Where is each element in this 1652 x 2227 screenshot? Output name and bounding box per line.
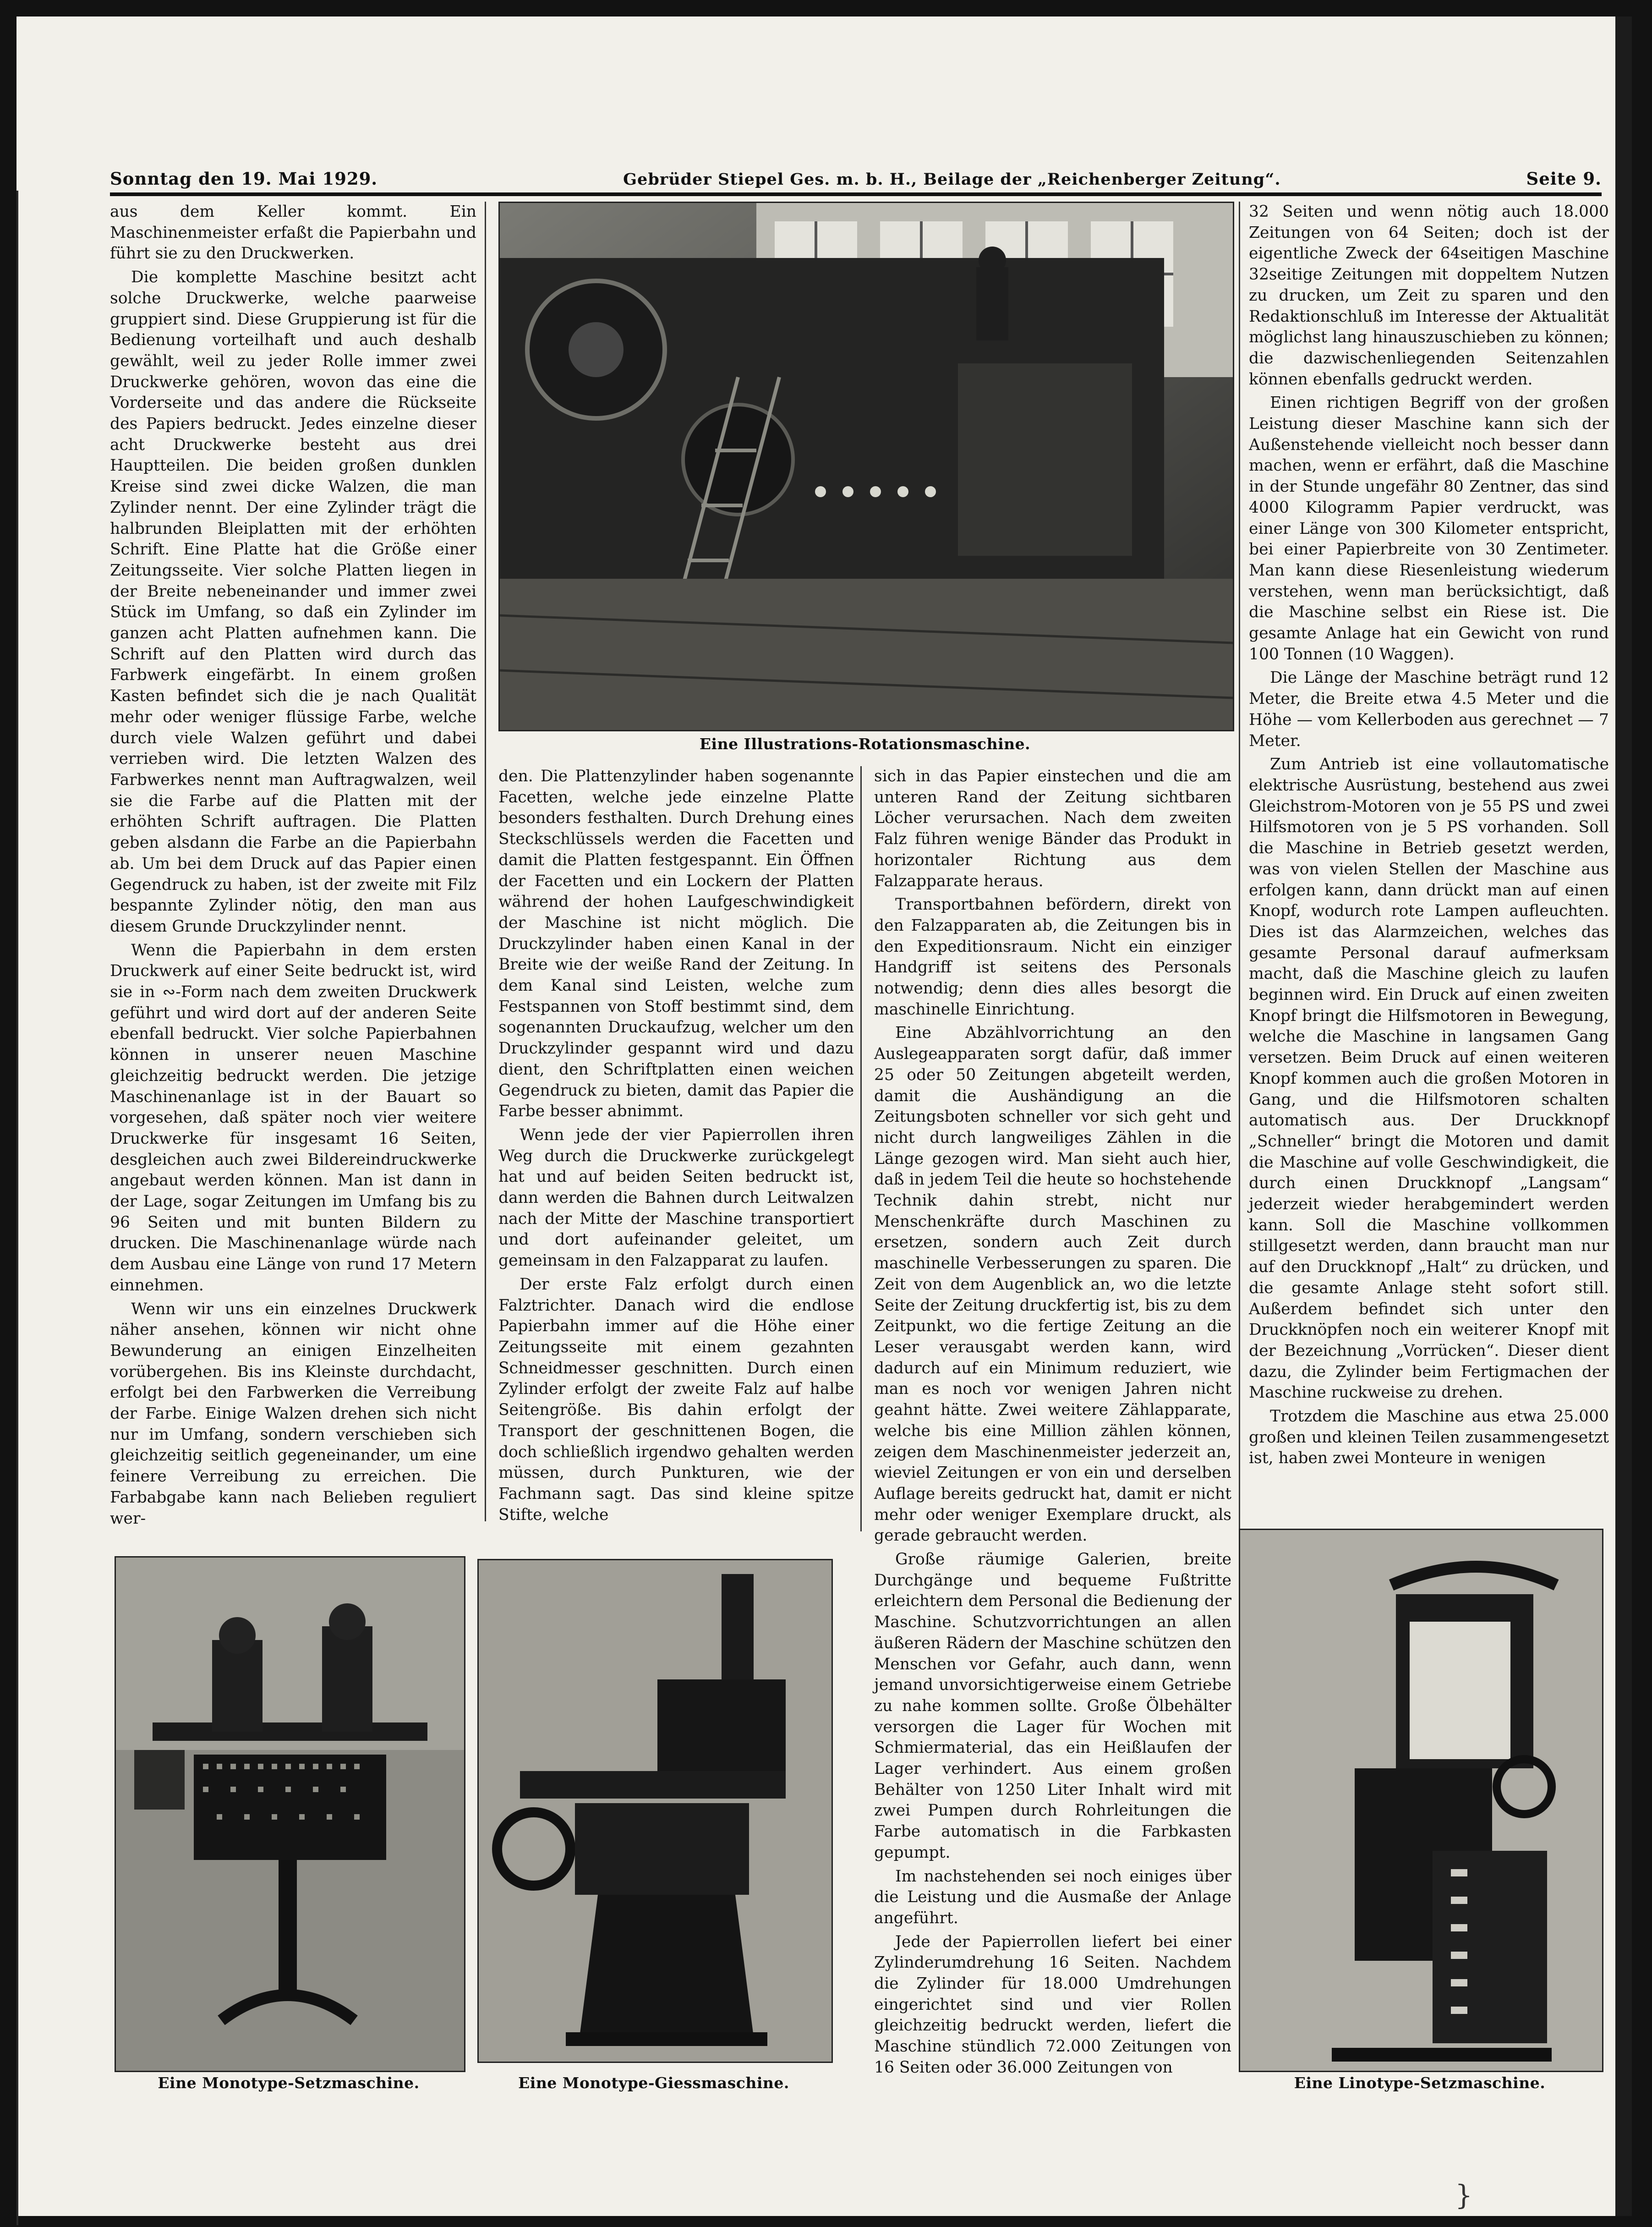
column-2 (498, 766, 854, 1525)
monotype-setting-illustration (116, 1558, 464, 2071)
paragraph: Eine Abzählvorrichtung an den Auslegeapparaten sorgt dafür, daß immer 25 oder 50 Zeitungen abgeteilt werden, damit die Aushändigung an die Zeitungsboten schneller vor sich geht und nicht durch langweiliges Zählen in die Länge gezogen wird. Man sieht auch hier, daß in jedem Teil die heute so hochstehende Technik dahin strebt, nicht nur Menschenkräfte durch Maschinen zu ersetzen, sondern auch Zeit durch maschinelle Verbesserungen zu sparen. Die Zeit von dem Augenblick an, wo die letzte Seite der Zeitung druckfertig ist, bis zu dem Zeitpunkt, wo die fertige Zeitung an die Leser verausgabt werden kann, wird dadurch auf ein Minimum reduziert, wie man es noch vor wenigen Jahren nicht geahnt hätte. Zwei weitere Zählapparate, welche bis eine Million zählen können, zeigen dem Maschinenmeister jederzeit an, wieviel Zeitungen er von ein und derselben Auflage bereits gedruckt hat, damit er nicht mehr oder weniger Exemplare druckt, als gerade gebraucht werden. (874, 1024, 1231, 1545)
rotation-press-illustration (500, 203, 1233, 730)
paragraph: Jede der Papierrollen liefert bei einer Zylinderumdrehung 16 Seiten. Nachdem die Zylinder für 18.000 Umdrehungen eingerichtet sind und vier Rollen gleichzeitig bedruckt werden, liefert die Maschine stündlich 72.000 Zeitungen von 16 Seiten oder 36.000 Zeitungen von (874, 1932, 1231, 2077)
monotype-setting-photo (115, 1556, 465, 2072)
header-page-number: Seite 9. (1526, 169, 1602, 189)
column-rule (860, 766, 862, 1531)
paragraph: sich in das Papier einstechen und die am unteren Rand der Zeitung sichtbaren Löcher verursachen. Nach dem zweiten Falz führen wenige Bänder das Produkt in horizontaler Richtung aus dem Falzapparate heraus. (874, 767, 1231, 890)
caption-rotation-press: Eine Illustrations-Rotationsmaschine. (699, 735, 1031, 753)
page-header (110, 161, 1602, 189)
paragraph: den. Die Plattenzylinder haben sogenannte Facetten, welche jede einzelne Platte besonders festhalten. Durch Drehung eines Steckschlüssels werden die Facetten und damit die Platten festgespannt. Ein Öffnen der Facetten und ein Lockern der Platten während der hohen Laufgeschwindigkeit der Maschine ist nicht möglich. Die Druckzylinder haben einen Kanal in der Breite wie der weiße Rand der Zeitung. In dem Kanal sind Leisten, welche zum Festspannen von Stoff bestimmt sind, dem sogenannten Druckaufzug, welcher um den Druckzylinder gespannt wird und dazu dient, den Schriftplatten einen weichen Gegendruck zu bieten, damit das Papier die Farbe besser abnimmt. (498, 767, 854, 1121)
paragraph: aus dem Keller kommt. Ein Maschinenmeister erfaßt die Papierbahn und führt sie zu den Druckwerken. (110, 203, 476, 263)
header-publisher: Gebrüder Stiepel Ges. m. b. H., Beilage der „Reichenberger Zeitung“. (623, 170, 1281, 189)
page-left-rule (16, 191, 18, 2225)
column-4 (1249, 202, 1609, 1469)
column-rule (1239, 202, 1240, 1530)
paragraph: Der erste Falz erfolgt durch einen Falztrichter. Danach wird die endlose Papierbahn immer auf die Höhe einer Zeitungsseite mit einem gezahnten Schneidmesser geschnitten. Durch einen Zylinder erfolgt der zweite Falz auf halbe Seitengröße. Bis dahin erfolgt der Transport der geschnittenen Bogen, die doch schließlich irgendwo gehalten werden müssen, durch Punkturen, wie der Fachmann sagt. Das sind kleine spitze Stifte, welche (498, 1275, 854, 1524)
paragraph: Die komplette Maschine besitzt acht solche Druckwerke, welche paarweise gruppiert sind. Diese Gruppierung ist für die Bedienung vorteilhaft und auch deshalb gewählt, weil zu jeder Rolle immer zwei Druckwerke gehören, wovon das eine die Vorderseite und das andere die Rückseite des Papiers bedruckt. Jedes einzelne dieser acht Druckwerke besteht aus drei Hauptteilen. Die beiden großen dunklen Kreise sind zwei dicke Walzen, die man Zylinder nennt. Der eine Zylinder trägt die halbrunden Bleiplatten mit der erhöhten Schrift. Eine Platte hat die Größe einer Zeitungsseite. Vier solche Platten liegen in der Breite nebeneinander und immer zwei Stück im Umfang, so daß ein Zylinder im ganzen acht Platten aufnehmen kann. Die Schrift auf den Platten wird durch das Farbwerk eingefärbt. In einem großen Kasten befindet sich die je nach Qualität mehr oder weniger flüssige Farbe, welche durch viele Walzen geführt und dabei verrieben wird. Die letzten Walzen des Farbwerkes nennt man Auftragwalzen, weil sie die Farbe auf die Platten mit der erhöhten Schrift auftragen. Die Platten geben alsdann die Farbe an die Papierbahn ab. Um bei dem Druck auf das Papier einen Gegendruck zu haben, ist der zweite mit Filz bespannte Zylinder nötig, den man aus diesem Grunde Druckzylinder nennt. (110, 268, 476, 936)
linotype-illustration (1240, 1530, 1602, 2071)
paragraph: Zum Antrieb ist eine vollautomatische elektrische Ausrüstung, bestehend aus zwei Gleichstrom-Motoren von je 55 PS und zwei Hilfsmotoren von je 5 PS vorhanden. Soll die Maschine in Betrieb gesetzt werden, was von vielen Stellen der Maschine aus erfolgen kann, dann drückt man auf einen Knopf, wodurch rote Lampen aufleuchten. Dies ist das Alarmzeichen, welches das gesamte Personal darauf aufmerksam macht, daß die Maschine gleich zu laufen beginnen wird. Ein Druck auf einen zweiten Knopf bringt die Hilfsmotoren in Bewegung, welche die Maschine in langsamen Gang versetzen. Beim Druck auf einen weiteren Knopf kommen auch die großen Motoren in Gang, und die Hilfsmotoren schalten automatisch aus. Der Druckknopf „Schneller“ bringt die Motoren und damit die Maschine auf volle Geschwindigkeit, die durch einen Druckknopf „Langsam“ jederzeit wieder herabgemindert werden kann. Soll die Maschine vollkommen stillgesetzt werden, dann braucht man nur auf den Druckknopf „Halt“ zu drücken, und die gesamte Anlage steht sofort still. Außerdem befindet sich unter den Druckknöpfen noch ein weiterer Knopf mit der Bezeichnung „Vorrücken“. Dieser dient dazu, die Zylinder beim Fertigmachen der Maschine ruckweise zu drehen. (1249, 755, 1609, 1402)
monotype-casting-photo (477, 1559, 833, 2063)
header-rule (110, 192, 1602, 196)
paragraph: Trotzdem die Maschine aus etwa 25.000 großen und kleinen Teilen zusammengesetzt ist, haben zwei Monteure in wenigen (1249, 1407, 1609, 1468)
margin-brace-mark: } (1455, 2179, 1473, 2211)
column-rule (485, 202, 486, 1521)
caption-monotype-casting: Eine Monotype-Giessmaschine. (518, 2074, 789, 2092)
linotype-photo (1239, 1529, 1603, 2072)
page-edge-shadow (1615, 16, 1632, 2216)
paragraph: Wenn wir uns ein einzelnes Druckwerk näher ansehen, können wir nicht ohne Bewunderung an einigen Einzelheiten vorübergehen. Bis ins Kleinste durchdacht, erfolgt bei den Farbwerken die Verreibung der Farbe. Einige Walzen drehen sich nicht nur im Umfang, sondern verschieben sich gleichzeitig seitlich gegeneinander, um eine feinere Verreibung zu erreichen. Die Farbabgabe kann nach Belieben reguliert wer- (110, 1300, 476, 1528)
paragraph: Wenn jede der vier Papierrollen ihren Weg durch die Druckwerke zurückgelegt hat und auf beiden Seiten bedruckt ist, dann werden die Bahnen durch Leitwalzen nach der Mitte der Maschine transportiert und dort aufeinander geleitet, um gemeinsam in den Falzapparat zu laufen. (498, 1125, 854, 1270)
paragraph: Wenn die Papierbahn in dem ersten Druckwerk auf einer Seite bedruckt ist, wird sie in ∾-Form nach dem zweiten Druckwerk geführt und wird dort auf der anderen Seite ebenfall bedruckt. Vier solche Papierbahnen können in unserer neuen Maschine gleichzeitig bedruckt werden. Die jetzige Maschinenanlage ist in der Bauart so vorgesehen, daß später noch vier weitere Druckwerke für insgesamt 16 Seiten, desgleichen auch zwei Bildereindruckwerke angebaut werden können. Man ist dann in der Lage, sogar Zeitungen im Umfang bis zu 96 Seiten und mit bunten Bildern zu drucken. Die Maschinenanlage würde nach dem Ausbau eine Länge von rund 17 Metern einnehmen. (110, 941, 476, 1295)
rotation-press-photo (498, 202, 1234, 731)
monotype-casting-illustration (479, 1560, 831, 2062)
column-3 (874, 766, 1231, 2079)
paragraph: Die Länge der Maschine beträgt rund 12 Meter, die Breite etwa 4.5 Meter und die Höhe — vom Kellerboden aus gerechnet — 7 Meter. (1249, 669, 1609, 750)
paragraph: Große räumige Galerien, breite Durchgänge und bequeme Fußtritte erleichtern dem Personal die Bedienung der Maschine. Schutzvorrichtungen an allen äußeren Rädern der Maschine schützen den Menschen vor Gefahr, auch dann, wenn jemand unvorsichtigerweise einem Getriebe zu nahe kommen sollte. Große Ölbehälter versorgen die Lager für Wochen mit Schmiermaterial, das ein Heißlaufen der Lager verhindert. Aus einem großen Behälter von 1250 Liter Inhalt wird mit zwei Pumpen durch Rohrleitungen die Farbe automatisch in die Farbkasten gepumpt. (874, 1550, 1231, 1862)
caption-linotype: Eine Linotype-Setzmaschine. (1294, 2074, 1546, 2092)
paragraph: Transportbahnen befördern, direkt von den Falzapparaten ab, die Zeitungen bis in den Expeditionsraum. Nicht ein einziger Handgriff ist seitens des Personals notwendig; denn dies alles besorgt die maschinelle Einrichtung. (874, 895, 1231, 1019)
paragraph: Einen richtigen Begriff von der großen Leistung dieser Maschine kann sich der Außenstehende vielleicht noch besser dann machen, wenn er erfährt, daß die Maschine in der Stunde ungefähr 80 Zentner, das sind 4000 Kilogramm Papier verdruckt, was einer Länge von 300 Kilometer entspricht, bei einer Papierbreite von 30 Zentimeter. Man kann diese Riesenleistung wiederum verstehen, wenn man berücksichtigt, daß die Maschine selbst ein Riese ist. Die gesamte Anlage hat ein Gewicht von rund 100 Tonnen (10 Waggen). (1249, 394, 1609, 664)
newspaper-page (16, 16, 1615, 2216)
paragraph: Im nachstehenden sei noch einiges über die Leistung und die Ausmaße der Anlage angeführt. (874, 1867, 1231, 1927)
header-date: Sonntag den 19. Mai 1929. (110, 169, 378, 189)
column-1 (110, 202, 476, 1529)
paragraph: 32 Seiten und wenn nötig auch 18.000 Zeitungen von 64 Seiten; doch ist der eigentliche Zweck der 64seitigen Maschine 32seitige Zeitungen mit doppeltem Nutzen zu drucken, um Zeit zu sparen und den Redaktionschluß im Interesse der Aktualität möglichst lang hinauszuschieben zu können; die dazwischenliegenden Seitenzahlen können ebenfalls gedruckt werden. (1249, 203, 1609, 389)
caption-monotype-setting: Eine Monotype-Setzmaschine. (158, 2074, 420, 2092)
